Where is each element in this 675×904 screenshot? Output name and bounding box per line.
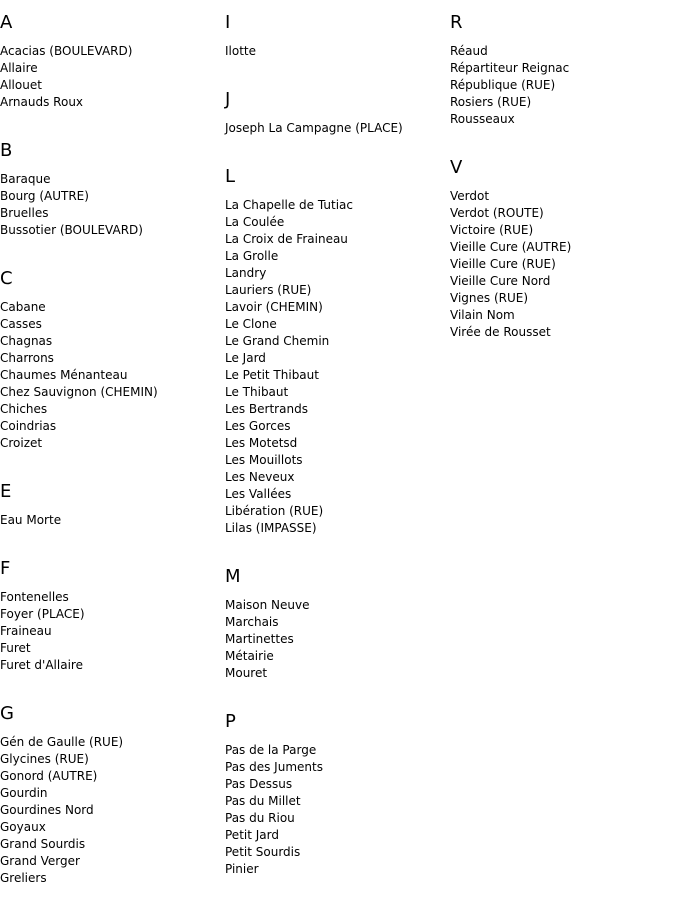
- street-list-item: [225, 299, 450, 316]
- street-list-item: [225, 197, 450, 214]
- street-list-item: [225, 43, 450, 60]
- street-list-item: [225, 742, 450, 759]
- street-list-item: [0, 367, 225, 384]
- street-list-item: [225, 631, 450, 648]
- street-name-link[interactable]: Pas Dessus: [225, 777, 293, 791]
- street-list-item: [450, 60, 675, 77]
- street-list: [225, 197, 450, 554]
- letter-section-e: [0, 469, 225, 546]
- street-name-link[interactable]: Marchais: [225, 615, 279, 629]
- street-list: [0, 734, 225, 904]
- street-name-link[interactable]: Greliers: [0, 871, 47, 885]
- street-list-item: [225, 452, 450, 469]
- street-name-link[interactable]: Gourdines Nord: [0, 803, 94, 817]
- street-name-link[interactable]: Bruelles: [0, 206, 49, 220]
- street-list-item: [225, 597, 450, 614]
- street-list-item: [0, 785, 225, 802]
- street-list-item: [225, 120, 450, 137]
- street-name-link[interactable]: Casses: [0, 317, 42, 331]
- street-list-item: [450, 222, 675, 239]
- street-list-item: [0, 401, 225, 418]
- letter-section-v: [450, 145, 675, 358]
- street-name-link[interactable]: Rousseaux: [450, 112, 515, 126]
- street-name-link[interactable]: Baraque: [0, 172, 51, 186]
- street-name-link[interactable]: Gonord (AUTRE): [0, 769, 98, 783]
- street-name-link[interactable]: Bussotier (BOULEVARD): [0, 223, 143, 237]
- street-list: [225, 120, 450, 154]
- section-letter-heading: A: [0, 12, 13, 33]
- street-name-link[interactable]: Mouret: [225, 666, 268, 680]
- street-name-link[interactable]: Lavoir (CHEMIN): [225, 300, 323, 314]
- street-name-link[interactable]: Vieille Cure (RUE): [450, 257, 556, 271]
- street-name-link[interactable]: La Grolle: [225, 249, 279, 263]
- street-list-item: [0, 589, 225, 606]
- street-list: [0, 43, 225, 128]
- street-list-item: [0, 350, 225, 367]
- street-name-link[interactable]: Les Bertrands: [225, 402, 308, 416]
- street-name-link[interactable]: Les Motetsd: [225, 436, 298, 450]
- street-list: [0, 171, 225, 256]
- street-name-link[interactable]: Pas du Millet: [225, 794, 301, 808]
- street-name-link[interactable]: Landry: [225, 266, 267, 280]
- street-list-item: [0, 205, 225, 222]
- street-name-link[interactable]: Le Jard: [225, 351, 266, 365]
- street-list-item: [225, 665, 450, 682]
- street-list-item: [225, 503, 450, 520]
- street-name-link[interactable]: Cabane: [0, 300, 46, 314]
- street-list-item: [225, 861, 450, 878]
- street-list-item: [225, 520, 450, 537]
- street-name-link[interactable]: Vieille Cure (AUTRE): [450, 240, 572, 254]
- street-list-item: [0, 802, 225, 819]
- street-list-item: [225, 248, 450, 265]
- street-list-item: [0, 640, 225, 657]
- street-name-link[interactable]: Martinettes: [225, 632, 294, 646]
- street-name-link[interactable]: Pas des Juments: [225, 760, 323, 774]
- street-list-item: [450, 307, 675, 324]
- street-name-link[interactable]: Glycines (RUE): [0, 752, 89, 766]
- letter-section-b: [0, 128, 225, 256]
- street-list-item: [450, 77, 675, 94]
- street-name-link[interactable]: Petit Sourdis: [225, 845, 301, 859]
- street-list-item: [225, 282, 450, 299]
- street-name-link[interactable]: Chiches: [0, 402, 48, 416]
- street-name-link[interactable]: Petit Jard: [225, 828, 279, 842]
- street-name-link[interactable]: Virée de Rousset: [450, 325, 551, 339]
- street-name-link[interactable]: Goyaux: [0, 820, 46, 834]
- section-letter-heading: L: [225, 166, 236, 187]
- street-name-link[interactable]: Acacias (BOULEVARD): [0, 44, 133, 58]
- street-list-item: [0, 316, 225, 333]
- index-column-3: [450, 0, 675, 358]
- section-letter-heading: V: [450, 157, 463, 178]
- street-list-item: [0, 384, 225, 401]
- letter-section-f: [0, 546, 225, 691]
- section-letter-heading: E: [0, 481, 12, 502]
- street-name-link[interactable]: Gourdin: [0, 786, 48, 800]
- street-list-item: [450, 94, 675, 111]
- street-name-link[interactable]: Le Clone: [225, 317, 277, 331]
- street-list-item: [0, 333, 225, 350]
- street-list-item: [225, 214, 450, 231]
- section-letter-heading: F: [0, 558, 11, 579]
- street-name-link[interactable]: Pas du Riou: [225, 811, 295, 825]
- street-list-item: [0, 299, 225, 316]
- street-name-link[interactable]: Victoire (RUE): [450, 223, 534, 237]
- section-letter-heading: J: [225, 89, 231, 110]
- street-name-link[interactable]: Libération (RUE): [225, 504, 324, 518]
- street-name-link[interactable]: Grand Verger: [0, 854, 80, 868]
- street-name-link[interactable]: La Chapelle de Tutiac: [225, 198, 353, 212]
- street-list: [0, 589, 225, 691]
- street-name-link[interactable]: Chaumes Ménanteau: [0, 368, 128, 382]
- street-list-item: [450, 324, 675, 341]
- street-name-link[interactable]: Maison Neuve: [225, 598, 310, 612]
- street-list: [225, 742, 450, 895]
- street-list-item: [0, 606, 225, 623]
- section-letter-heading: P: [225, 711, 236, 732]
- street-name-link[interactable]: Rosiers (RUE): [450, 95, 532, 109]
- street-list: [450, 188, 675, 358]
- street-list-item: [0, 43, 225, 60]
- street-name-link[interactable]: Bourg (AUTRE): [0, 189, 89, 203]
- street-name-link[interactable]: Allouet: [0, 78, 42, 92]
- letter-section-l: [225, 154, 450, 554]
- street-list-item: [225, 418, 450, 435]
- street-name-link[interactable]: Lauriers (RUE): [225, 283, 312, 297]
- street-list-item: [225, 776, 450, 793]
- street-name-link[interactable]: Réaud: [450, 44, 488, 58]
- street-list-item: [225, 810, 450, 827]
- street-name-link[interactable]: Les Vallées: [225, 487, 292, 501]
- section-letter-heading: M: [225, 566, 241, 587]
- street-list: [0, 512, 225, 546]
- street-list-item: [450, 111, 675, 128]
- street-list-item: [0, 853, 225, 870]
- letter-section-p: [225, 699, 450, 895]
- street-list-item: [0, 77, 225, 94]
- street-name-link[interactable]: Eau Morte: [0, 513, 62, 527]
- street-list-item: [0, 94, 225, 111]
- street-name-link[interactable]: Lilas (IMPASSE): [225, 521, 317, 535]
- street-list-item: [450, 205, 675, 222]
- street-list-item: [225, 759, 450, 776]
- street-list-item: [225, 486, 450, 503]
- street-list-item: [450, 188, 675, 205]
- street-list-item: [225, 793, 450, 810]
- street-list-item: [450, 256, 675, 273]
- street-list-item: [0, 657, 225, 674]
- section-letter-heading: G: [0, 703, 14, 724]
- street-name-link[interactable]: Fraineau: [0, 624, 52, 638]
- street-list-item: [0, 60, 225, 77]
- street-list-item: [0, 734, 225, 751]
- street-name-link[interactable]: Verdot: [450, 189, 490, 203]
- street-list-item: [225, 435, 450, 452]
- street-name-link[interactable]: Chez Sauvignon (CHEMIN): [0, 385, 158, 399]
- street-list-item: [450, 43, 675, 60]
- street-name-link[interactable]: Gén de Gaulle (RUE): [0, 735, 124, 749]
- street-list-item: [225, 401, 450, 418]
- street-name-link[interactable]: Foyer (PLACE): [0, 607, 85, 621]
- letter-section-c: [0, 256, 225, 469]
- street-name-link[interactable]: Vilain Nom: [450, 308, 515, 322]
- letter-section-i: [225, 0, 450, 77]
- street-name-link[interactable]: Les Neveux: [225, 470, 295, 484]
- street-list-item: [0, 870, 225, 887]
- street-list-item: [225, 316, 450, 333]
- street-list: [0, 299, 225, 469]
- index-column-1: [0, 0, 225, 904]
- index-column-2: [225, 0, 450, 895]
- letter-section-j: [225, 77, 450, 154]
- section-letter-heading: B: [0, 140, 13, 161]
- letter-section-a: [0, 0, 225, 128]
- street-name-link[interactable]: Vieille Cure Nord: [450, 274, 551, 288]
- street-name-link[interactable]: Vignes (RUE): [450, 291, 529, 305]
- street-list-item: [0, 751, 225, 768]
- street-list-item: [0, 222, 225, 239]
- street-list-item: [450, 290, 675, 307]
- street-name-link[interactable]: Répartiteur Reignac: [450, 61, 570, 75]
- street-list-item: [225, 844, 450, 861]
- street-name-link[interactable]: Ilotte: [225, 44, 257, 58]
- street-name-link[interactable]: Métairie: [225, 649, 274, 663]
- street-list: [225, 43, 450, 77]
- street-name-link[interactable]: La Coulée: [225, 215, 285, 229]
- street-name-link[interactable]: Joseph La Campagne (PLACE): [225, 121, 403, 135]
- street-name-link[interactable]: Pinier: [225, 862, 259, 876]
- street-list-item: [225, 231, 450, 248]
- street-list-item: [0, 768, 225, 785]
- street-list-item: [450, 239, 675, 256]
- section-letter-heading: I: [225, 12, 231, 33]
- street-name-link[interactable]: République (RUE): [450, 78, 556, 92]
- street-list-item: [0, 418, 225, 435]
- letter-section-g: [0, 691, 225, 904]
- street-list-item: [225, 469, 450, 486]
- street-list: [450, 43, 675, 145]
- letter-section-r: [450, 0, 675, 145]
- street-name-link[interactable]: Furet d'Allaire: [0, 658, 83, 672]
- section-letter-heading: R: [450, 12, 463, 33]
- street-list-item: [0, 512, 225, 529]
- street-list-item: [450, 273, 675, 290]
- street-list-item: [0, 435, 225, 452]
- street-list-item: [0, 188, 225, 205]
- street-name-link[interactable]: Les Gorces: [225, 419, 291, 433]
- street-name-link[interactable]: Fontenelles: [0, 590, 69, 604]
- street-list-item: [0, 819, 225, 836]
- street-name-link[interactable]: Verdot (ROUTE): [450, 206, 544, 220]
- street-list-item: [0, 836, 225, 853]
- section-letter-heading: C: [0, 268, 13, 289]
- street-name-link[interactable]: Coindrias: [0, 419, 57, 433]
- street-name-link[interactable]: Allaire: [0, 61, 38, 75]
- street-list-item: [225, 384, 450, 401]
- street-list-item: [225, 648, 450, 665]
- street-name-link[interactable]: Chagnas: [0, 334, 53, 348]
- street-list-item: [0, 171, 225, 188]
- street-list-item: [225, 827, 450, 844]
- street-list-item: [225, 614, 450, 631]
- street-name-link[interactable]: Arnauds Roux: [0, 95, 84, 109]
- street-name-link[interactable]: Le Grand Chemin: [225, 334, 330, 348]
- street-name-link[interactable]: Les Mouillots: [225, 453, 303, 467]
- street-name-link[interactable]: Le Thibaut: [225, 385, 289, 399]
- street-name-link[interactable]: Croizet: [0, 436, 43, 450]
- street-list-item: [225, 265, 450, 282]
- street-list-item: [0, 623, 225, 640]
- street-name-link[interactable]: Furet: [0, 641, 31, 655]
- street-name-link[interactable]: Charrons: [0, 351, 54, 365]
- street-name-link[interactable]: Grand Sourdis: [0, 837, 86, 851]
- street-name-link[interactable]: Le Petit Thibaut: [225, 368, 319, 382]
- street-list-item: [225, 367, 450, 384]
- street-list-item: [225, 333, 450, 350]
- letter-section-m: [225, 554, 450, 699]
- street-name-link[interactable]: La Croix de Fraineau: [225, 232, 348, 246]
- street-list: [225, 597, 450, 699]
- street-list-item: [225, 350, 450, 367]
- street-name-link[interactable]: Pas de la Parge: [225, 743, 317, 757]
